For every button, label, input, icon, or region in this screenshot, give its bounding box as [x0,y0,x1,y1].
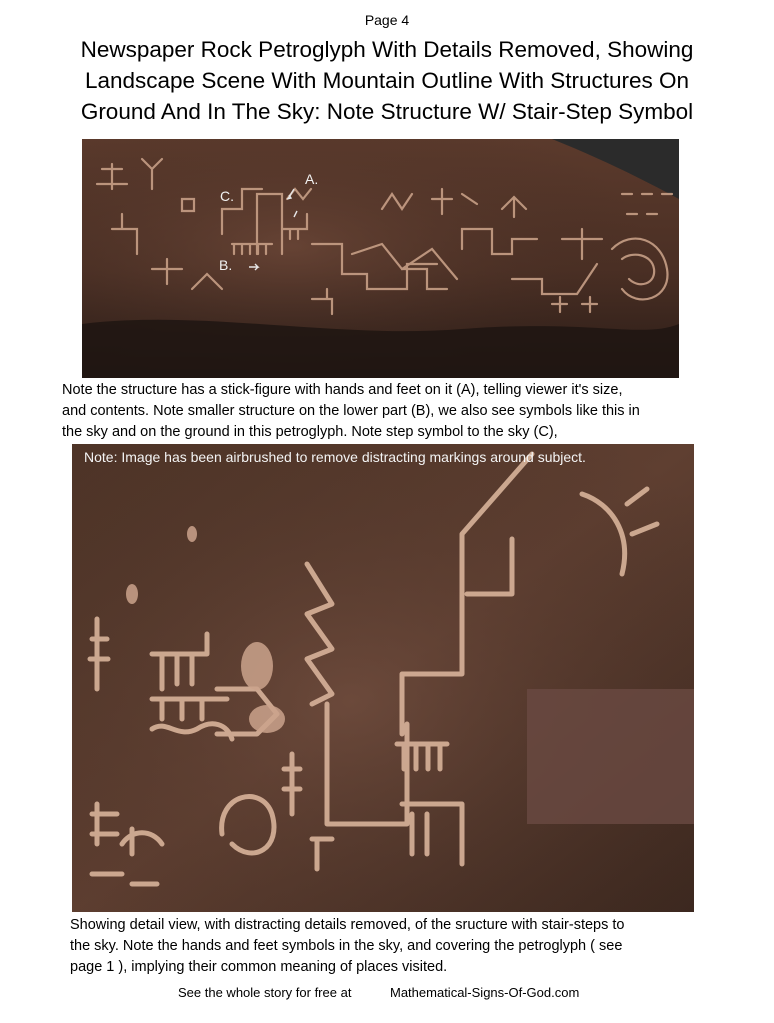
title-line: Landscape Scene With Mountain Outline With Structures On [84,68,690,93]
marker-a-label: A. [305,171,319,187]
airbrush-note: Note: Image has been airbrushed to remove distracting markings around subject. [84,449,586,465]
page-title [30,34,744,127]
petroglyph-overview-photo [82,139,679,378]
title-line: Newspaper Rock Petroglyph With Details Removed, Showing [80,37,694,62]
marker-b-label: B. [219,257,233,273]
detail-caption [70,915,750,978]
footer-lead-text: See the whole story for free at [178,985,352,1000]
page-number: Page 4 [364,12,410,28]
title-line: Ground And In The Sky: Note Structure W/ Stair-Step Symbol [80,99,694,124]
petroglyph-detail-image [72,444,694,912]
caption-line: Note the structure has a stick-figure with hands and feet on it (A), telling viewer it's size, [62,382,623,398]
petroglyph-detail-photo [72,444,694,912]
caption-line: the sky and on the ground in this petroglyph. Note step symbol to the sky (C), [62,424,558,440]
caption-line: page 1 ), implying their common meaning of places visited. [70,959,448,975]
footer-site-link[interactable]: Mathematical-Signs-Of-God.com [390,985,580,1000]
overview-caption [62,380,742,443]
petroglyph-overview-image [82,139,679,378]
caption-line: and contents. Note smaller structure on the lower part (B), we also see symbols like this in [62,403,640,419]
caption-line: Showing detail view, with distracting details removed, of the sructure with stair-steps to [70,917,625,933]
marker-c-label: C. [220,188,234,204]
caption-line: the sky. Note the hands and feet symbols in the sky, and covering the petroglyph ( see [70,938,623,954]
